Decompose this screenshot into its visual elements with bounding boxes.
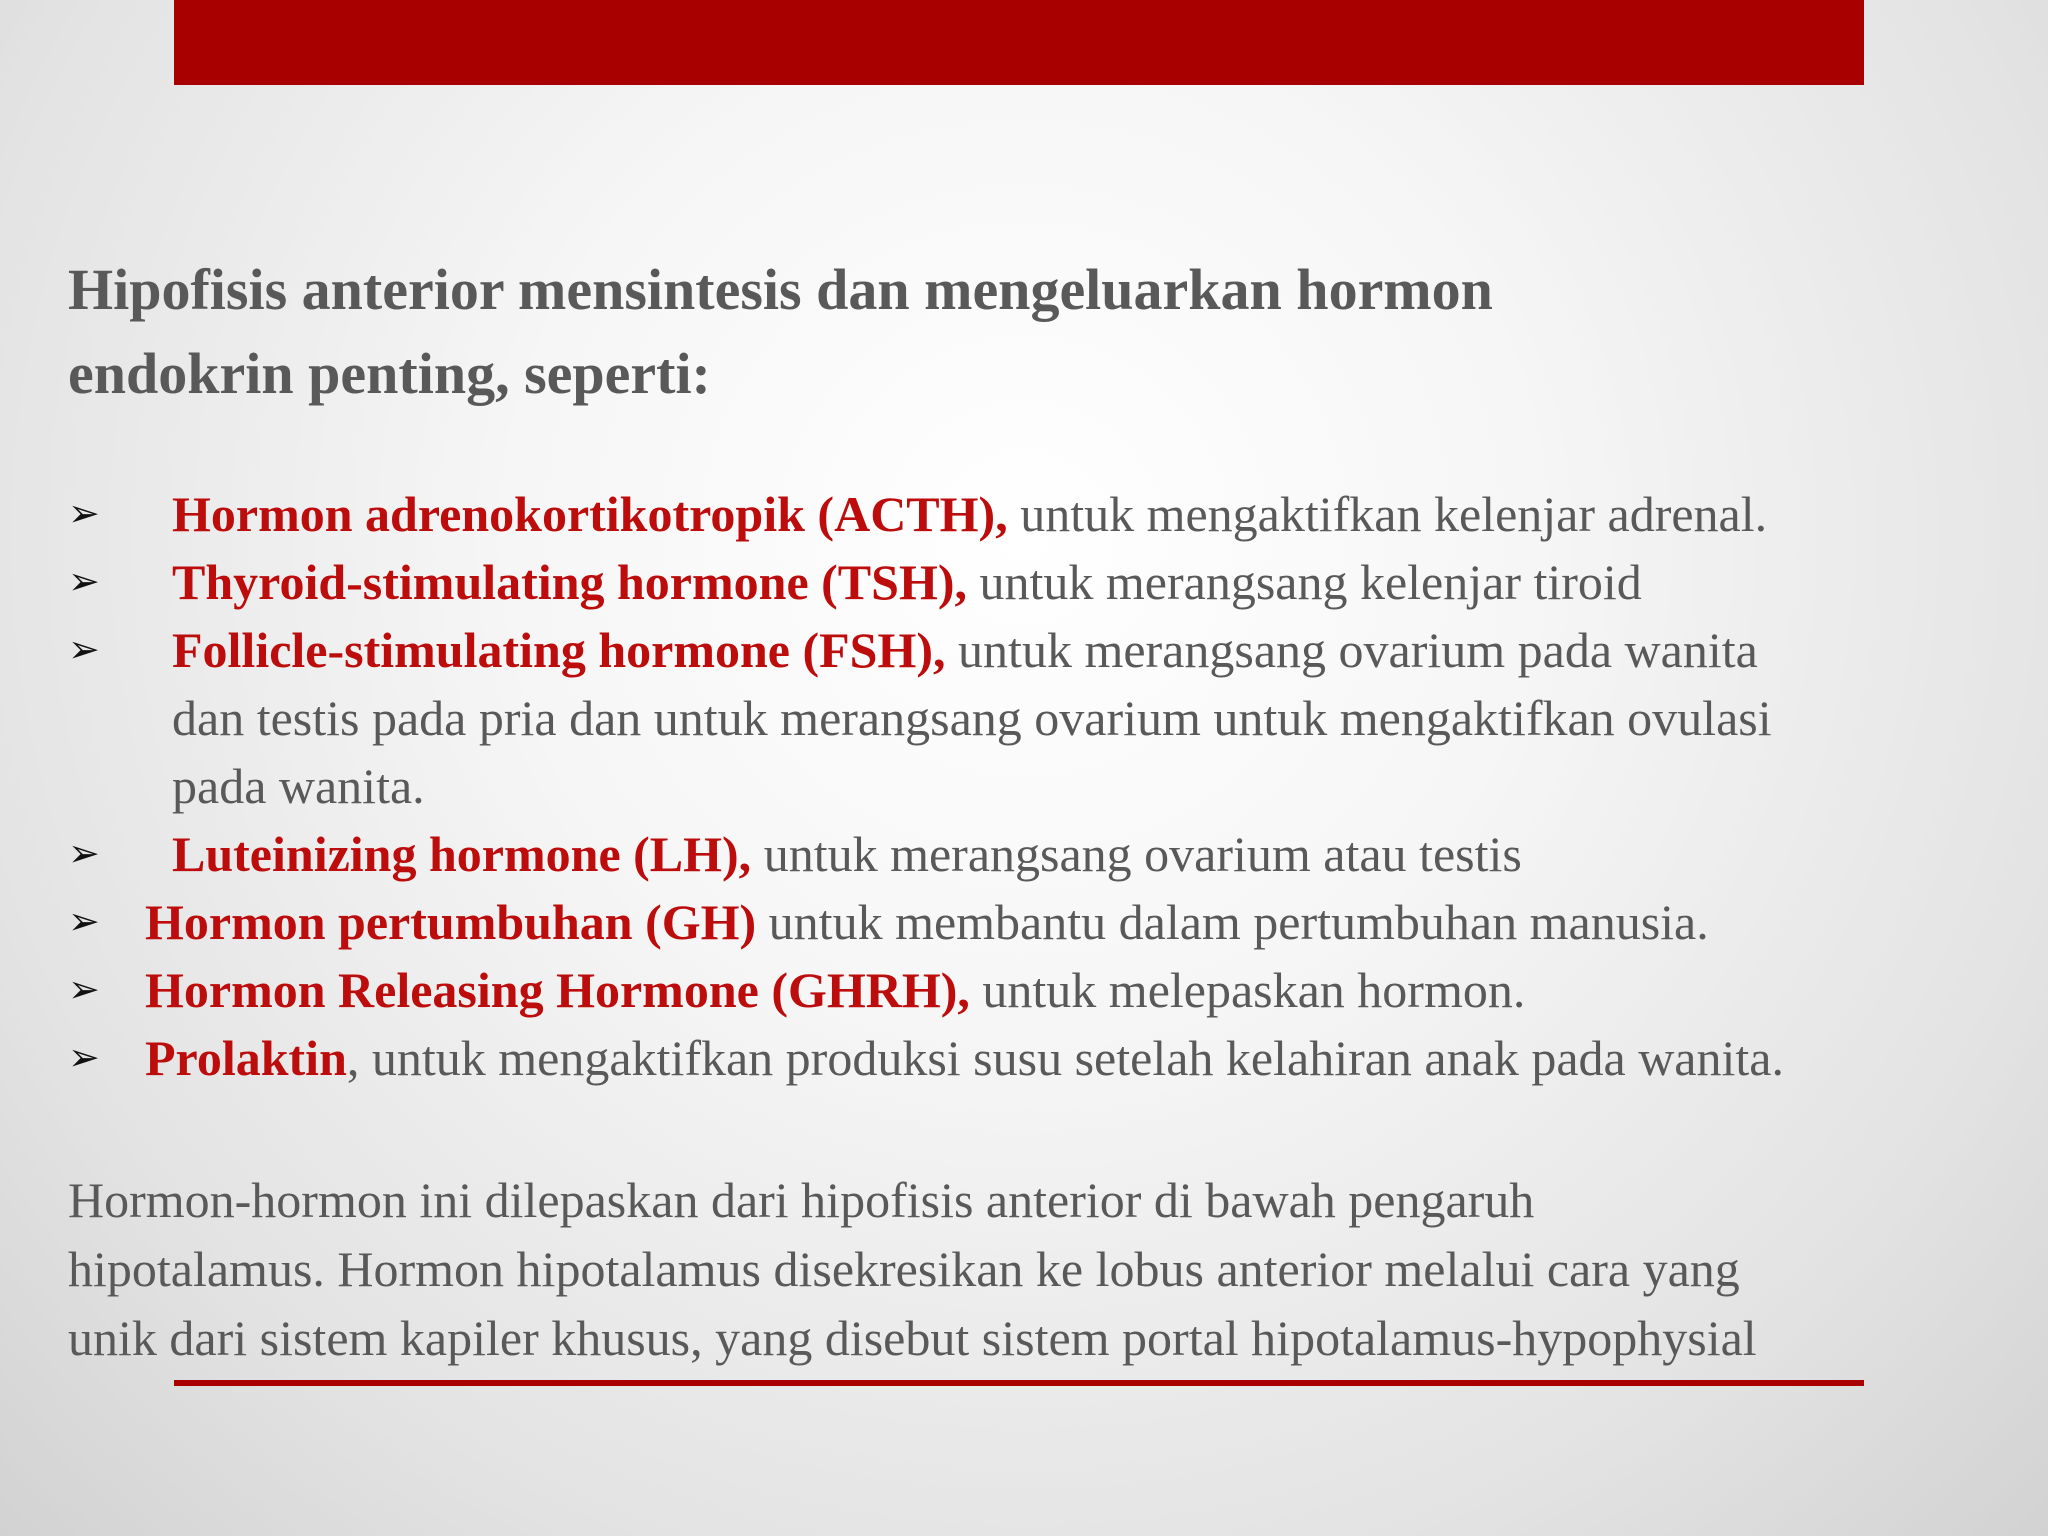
heading-line-1: Hipofisis anterior mensintesis dan mengeluarkan hormon <box>68 257 1493 322</box>
list-item-prolaktin <box>68 1024 2028 1092</box>
heading-line-2: endokrin penting, seperti: <box>68 341 711 406</box>
hormone-term: Hormon pertumbuhan (GH) <box>145 894 757 950</box>
list-item-tsh <box>68 548 2028 616</box>
hormone-description: untuk melepaskan hormon. <box>969 962 1526 1018</box>
arrow-bullet-icon: ➢ <box>68 1037 100 1079</box>
hormone-term: Luteinizing hormone (LH), <box>172 826 752 882</box>
arrow-bullet-icon: ➢ <box>68 901 100 943</box>
bottom-accent-line <box>174 1380 1864 1386</box>
list-item-fsh <box>68 616 2028 820</box>
arrow-bullet-icon: ➢ <box>68 493 100 535</box>
hormone-list <box>68 480 2028 1092</box>
hormone-description: untuk merangsang kelenjar tiroid <box>967 554 1642 610</box>
closing-paragraph <box>68 1166 2028 1373</box>
hormone-description: untuk merangsang ovarium atau testis <box>751 826 1522 882</box>
hormone-description-continued: pada wanita. <box>172 758 425 814</box>
slide-heading <box>68 248 1968 416</box>
arrow-bullet-icon: ➢ <box>68 969 100 1011</box>
hormone-term: Follicle-stimulating hormone (FSH), <box>172 622 946 678</box>
paragraph-line-1: Hormon-hormon ini dilepaskan dari hipofisis anterior di bawah pengaruh <box>68 1172 1535 1228</box>
arrow-bullet-icon: ➢ <box>68 629 100 671</box>
hormone-description: untuk mengaktifkan kelenjar adrenal. <box>1007 486 1768 542</box>
hormone-term: Hormon adrenokortikotropik (ACTH), <box>172 486 1008 542</box>
hormone-term: Prolaktin <box>145 1030 347 1086</box>
list-item-ghrh <box>68 956 2028 1024</box>
list-item-lh <box>68 820 2028 888</box>
hormone-description: , untuk mengaktifkan produksi susu setelah kelahiran anak pada wanita. <box>346 1030 1784 1086</box>
paragraph-line-3: unik dari sistem kapiler khusus, yang disebut sistem portal hipotalamus-hypophysial <box>68 1310 1757 1366</box>
arrow-bullet-icon: ➢ <box>68 833 100 875</box>
hormone-term: Thyroid-stimulating hormone (TSH), <box>172 554 967 610</box>
top-accent-bar <box>174 0 1864 85</box>
paragraph-line-2: hipotalamus. Hormon hipotalamus disekresikan ke lobus anterior melalui cara yang <box>68 1241 1740 1297</box>
arrow-bullet-icon: ➢ <box>68 561 100 603</box>
hormone-description: untuk membantu dalam pertumbuhan manusia. <box>756 894 1709 950</box>
list-item-acth <box>68 480 2028 548</box>
hormone-description-continued: dan testis pada pria dan untuk merangsang ovarium untuk mengaktifkan ovulasi <box>172 690 1772 746</box>
hormone-term: Hormon Releasing Hormone (GHRH), <box>145 962 970 1018</box>
list-item-gh <box>68 888 2028 956</box>
hormone-description: untuk merangsang ovarium pada wanita <box>945 622 1758 678</box>
